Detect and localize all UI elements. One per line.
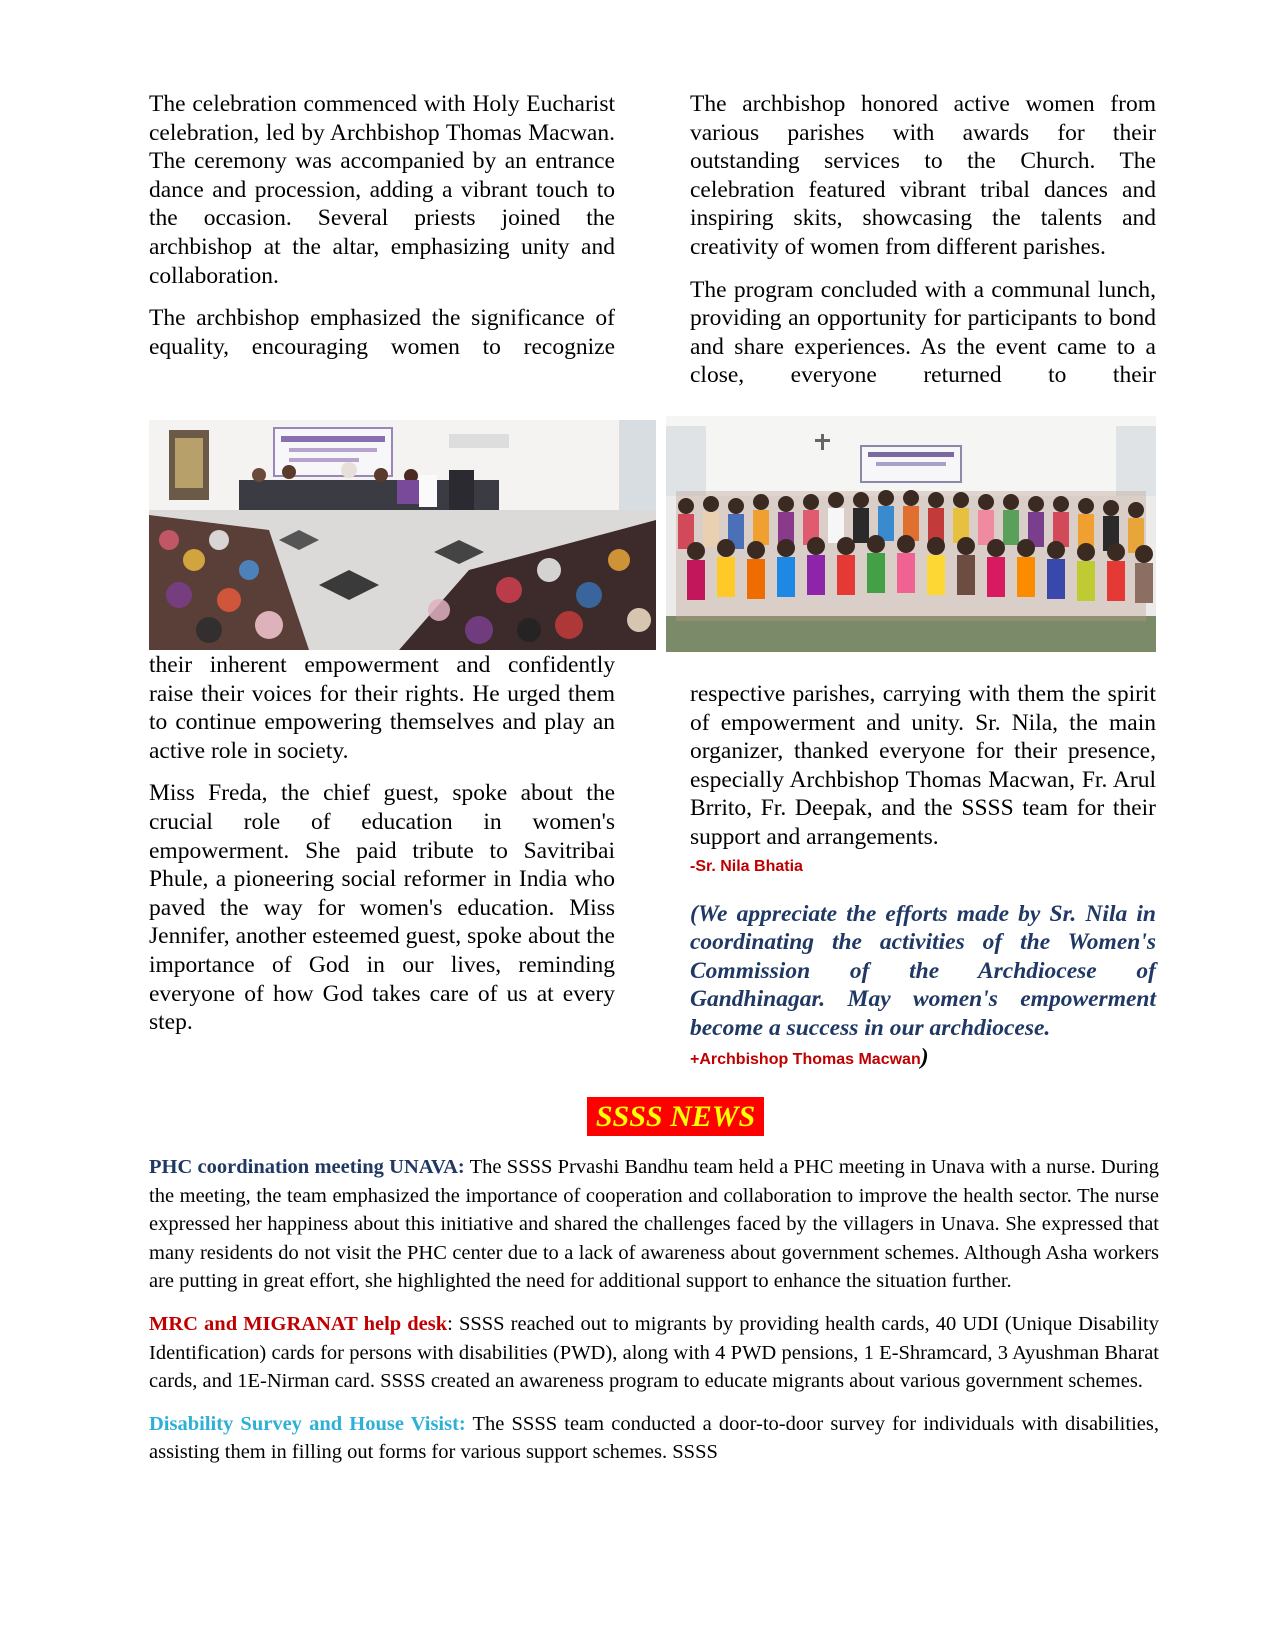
paragraph: The archbishop honored active women from various parishes with awards for their outstanding services to the Church. The celebration featured vibrant tribal dances and inspiring skits, showcasing the talents and creativity of women from different parishes. bbox=[690, 91, 1156, 260]
left-column-top bbox=[149, 90, 615, 375]
paragraph: The celebration commenced with Holy Eucharist celebration, led by Archbishop Thomas Macwan. The ceremony was accompanied by an entrance dance and procession, adding a vibrant touch to the occasion. Several priests joined the archbishop at the altar, emphasizing unity and collaboration. bbox=[149, 91, 615, 289]
news-item bbox=[149, 1410, 1159, 1467]
news-banner: SSSS NEWS bbox=[587, 1097, 764, 1136]
event-photo-audience bbox=[149, 420, 656, 650]
appreciation-text: (We appreciate the efforts made by Sr. Nila in coordinating the activities of the Women's Commission of the Archdiocese of Gandhinagar. May women's empowerment become a success in our archdiocese. bbox=[690, 900, 1156, 1041]
news-heading: MRC and MIGRANAT help desk bbox=[149, 1312, 448, 1335]
archbishop-signature: +Archbishop Thomas Macwan bbox=[690, 1050, 921, 1068]
news-body: The SSSS team conducted a door-to-door survey for individuals with disabilities, assisting them in filling out forms for various support schemes. SSSS bbox=[149, 1412, 1159, 1464]
paragraph: The program concluded with a communal lunch, providing an opportunity for participants to bond and share experiences. As the event came to a close, everyone returned to their bbox=[690, 276, 1156, 389]
paragraph: respective parishes, carrying with them the spirit of empowerment and unity. Sr. Nila, the main organizer, thanked everyone for their presence, especially Archbishop Thomas Macwan, Fr. Arul Brrito, Fr. Deepak, and the SSSS team for their support and arrangements. bbox=[690, 681, 1156, 850]
paragraph: their inherent empowerment and confidently raise their voices for their rights. He urged them to continue empowering themselves and play an active role in society. bbox=[149, 652, 615, 764]
news-heading: Disability Survey and House Visist: bbox=[149, 1412, 466, 1435]
news-heading: PHC coordination meeting UNAVA: bbox=[149, 1156, 465, 1178]
right-column-bottom bbox=[690, 680, 1156, 1074]
news-section bbox=[149, 1153, 1159, 1481]
closing-parenthesis: ) bbox=[920, 1043, 929, 1070]
right-column-top bbox=[690, 90, 1156, 404]
news-body: : SSSS reached out to migrants by providing health cards, 40 UDI (Unique Disability Identification) cards for persons with disabilities (PWD), along with 4 PWD pensions, 1 E-Shramcard, 3 Ayushman Bharat cards, and 1E-Nirman card. SSSS created an awareness program to educate migrants about various government schemes. bbox=[149, 1312, 1159, 1393]
news-body: The SSSS Prvashi Bandhu team held a PHC meeting in Unava with a nurse. During the meeting, the team emphasized the importance of cooperation and collaboration to improve the health sector. The nurse expressed her happiness about this initiative and shared the challenges faced by the villagers in Unava. She expressed that many residents do not visit the PHC center due to a lack of awareness about government schemes. Although Asha workers are putting in great effort, she highlighted the need for additional support to enhance the situation further. bbox=[149, 1156, 1159, 1293]
paragraph: Miss Freda, the chief guest, spoke about the crucial role of education in women's empowerment. She paid tribute to Savitribai Phule, a pioneering social reformer in India who paved the way for women's education. Miss Jennifer, another esteemed guest, spoke about the importance of God in our lives, reminding everyone of how God takes care of us at every step. bbox=[149, 780, 615, 1036]
news-item bbox=[149, 1310, 1159, 1396]
event-photo-group bbox=[666, 416, 1156, 652]
news-item bbox=[149, 1153, 1159, 1296]
paragraph: The archbishop emphasized the significance of equality, encouraging women to recognize bbox=[149, 305, 615, 360]
author-signature: -Sr. Nila Bhatia bbox=[690, 857, 803, 875]
left-column-bottom bbox=[149, 651, 615, 1051]
appreciation-note bbox=[690, 900, 1156, 1075]
